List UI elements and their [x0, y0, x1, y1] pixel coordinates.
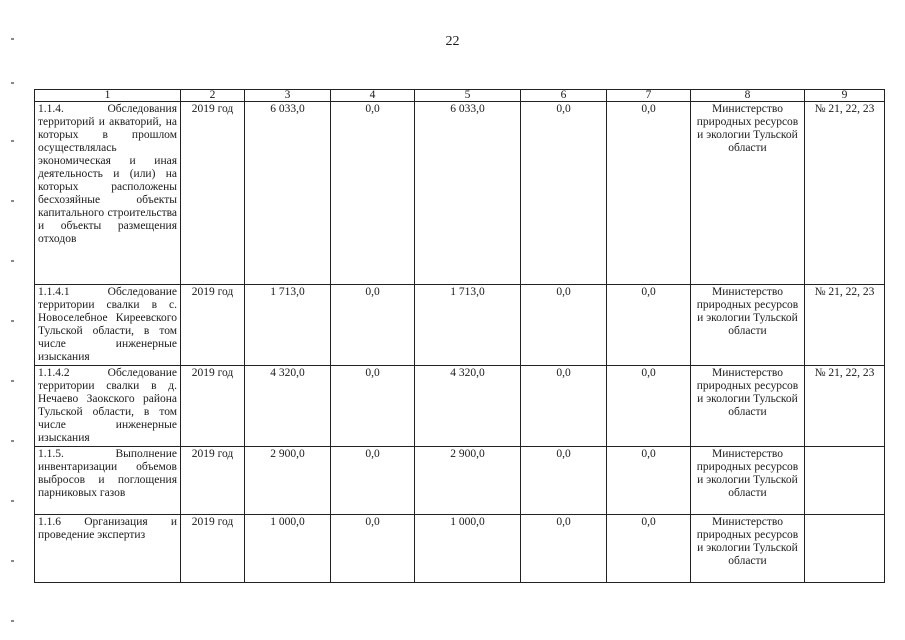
activity-name: 1.1.6 Организация и проведение экспертиз: [35, 515, 181, 583]
column-header: 3: [245, 90, 331, 102]
margin-mark: [11, 82, 14, 84]
responsible-org: Министерство природных ресурсов и экологии Тульской области: [691, 447, 805, 515]
amount-cell: 0,0: [521, 515, 607, 583]
activity-name: 1.1.5. Выполнение инвентаризации объемов выбросов и поглощения парниковых газов: [35, 447, 181, 515]
amount-cell: 0,0: [521, 366, 607, 447]
margin-mark: [11, 140, 14, 142]
period-cell: 2019 год: [181, 366, 245, 447]
amount-cell: 0,0: [331, 285, 415, 366]
amount-cell: 0,0: [521, 285, 607, 366]
activity-name: 1.1.4.2 Обследование территории свалки в д. Нечаево Заокского района Тульской области, в том числе инженерные изыскания: [35, 366, 181, 447]
total-amount: 2 900,0: [245, 447, 331, 515]
column-header: 6: [521, 90, 607, 102]
header-row: [35, 90, 885, 102]
margin-mark: [11, 320, 14, 322]
margin-mark: [11, 200, 14, 202]
margin-mark: [11, 440, 14, 442]
indicator-refs: [805, 447, 885, 515]
column-header: 1: [35, 90, 181, 102]
responsible-org: Министерство природных ресурсов и экологии Тульской области: [691, 366, 805, 447]
amount-cell: 0,0: [521, 447, 607, 515]
amount-cell: 1 000,0: [415, 515, 521, 583]
period-cell: 2019 год: [181, 102, 245, 285]
column-header: 2: [181, 90, 245, 102]
column-header: 9: [805, 90, 885, 102]
margin-mark: [11, 380, 14, 382]
margin-mark: [11, 260, 14, 262]
column-header: 4: [331, 90, 415, 102]
amount-cell: 0,0: [607, 515, 691, 583]
indicator-refs: № 21, 22, 23: [805, 102, 885, 285]
amount-cell: 4 320,0: [415, 366, 521, 447]
column-header: 5: [415, 90, 521, 102]
amount-cell: 0,0: [521, 102, 607, 285]
table-row: [35, 447, 885, 515]
amount-cell: 0,0: [607, 285, 691, 366]
period-cell: 2019 год: [181, 515, 245, 583]
amount-cell: 0,0: [607, 366, 691, 447]
period-cell: 2019 год: [181, 285, 245, 366]
responsible-org: Министерство природных ресурсов и экологии Тульской области: [691, 515, 805, 583]
total-amount: 1 000,0: [245, 515, 331, 583]
period-cell: 2019 год: [181, 447, 245, 515]
margin-mark: [11, 38, 14, 40]
page-number: 22: [445, 34, 460, 49]
responsible-org: Министерство природных ресурсов и экологии Тульской области: [691, 102, 805, 285]
amount-cell: 1 713,0: [415, 285, 521, 366]
amount-cell: 6 033,0: [415, 102, 521, 285]
total-amount: 6 033,0: [245, 102, 331, 285]
amount-cell: 0,0: [607, 102, 691, 285]
indicator-refs: № 21, 22, 23: [805, 285, 885, 366]
amount-cell: 2 900,0: [415, 447, 521, 515]
amount-cell: 0,0: [331, 515, 415, 583]
amount-cell: 0,0: [331, 102, 415, 285]
activity-name: 1.1.4.1 Обследование территории свалки в с. Новоселебное Киреевского Тульской области, в том числе инженерные изыскания: [35, 285, 181, 366]
responsible-org: Министерство природных ресурсов и экологии Тульской области: [691, 285, 805, 366]
indicator-refs: № 21, 22, 23: [805, 366, 885, 447]
table-row: [35, 102, 885, 285]
table-row: [35, 285, 885, 366]
margin-mark: [11, 620, 14, 622]
amount-cell: 0,0: [607, 447, 691, 515]
table-row: [35, 515, 885, 583]
amount-cell: 0,0: [331, 447, 415, 515]
total-amount: 1 713,0: [245, 285, 331, 366]
margin-mark: [11, 560, 14, 562]
amount-cell: 0,0: [331, 366, 415, 447]
table-row: [35, 366, 885, 447]
indicator-refs: [805, 515, 885, 583]
program-activities-table: [34, 89, 885, 583]
total-amount: 4 320,0: [245, 366, 331, 447]
activity-name: 1.1.4. Обследования территорий и акваторий, на которых в прошлом осуществлялась экономическая и иная деятельность и (или) на которых расположены бесхозяйные объекты капитального строительства и объекты размещения отходов: [35, 102, 181, 285]
column-header: 8: [691, 90, 805, 102]
margin-mark: [11, 500, 14, 502]
column-header: 7: [607, 90, 691, 102]
